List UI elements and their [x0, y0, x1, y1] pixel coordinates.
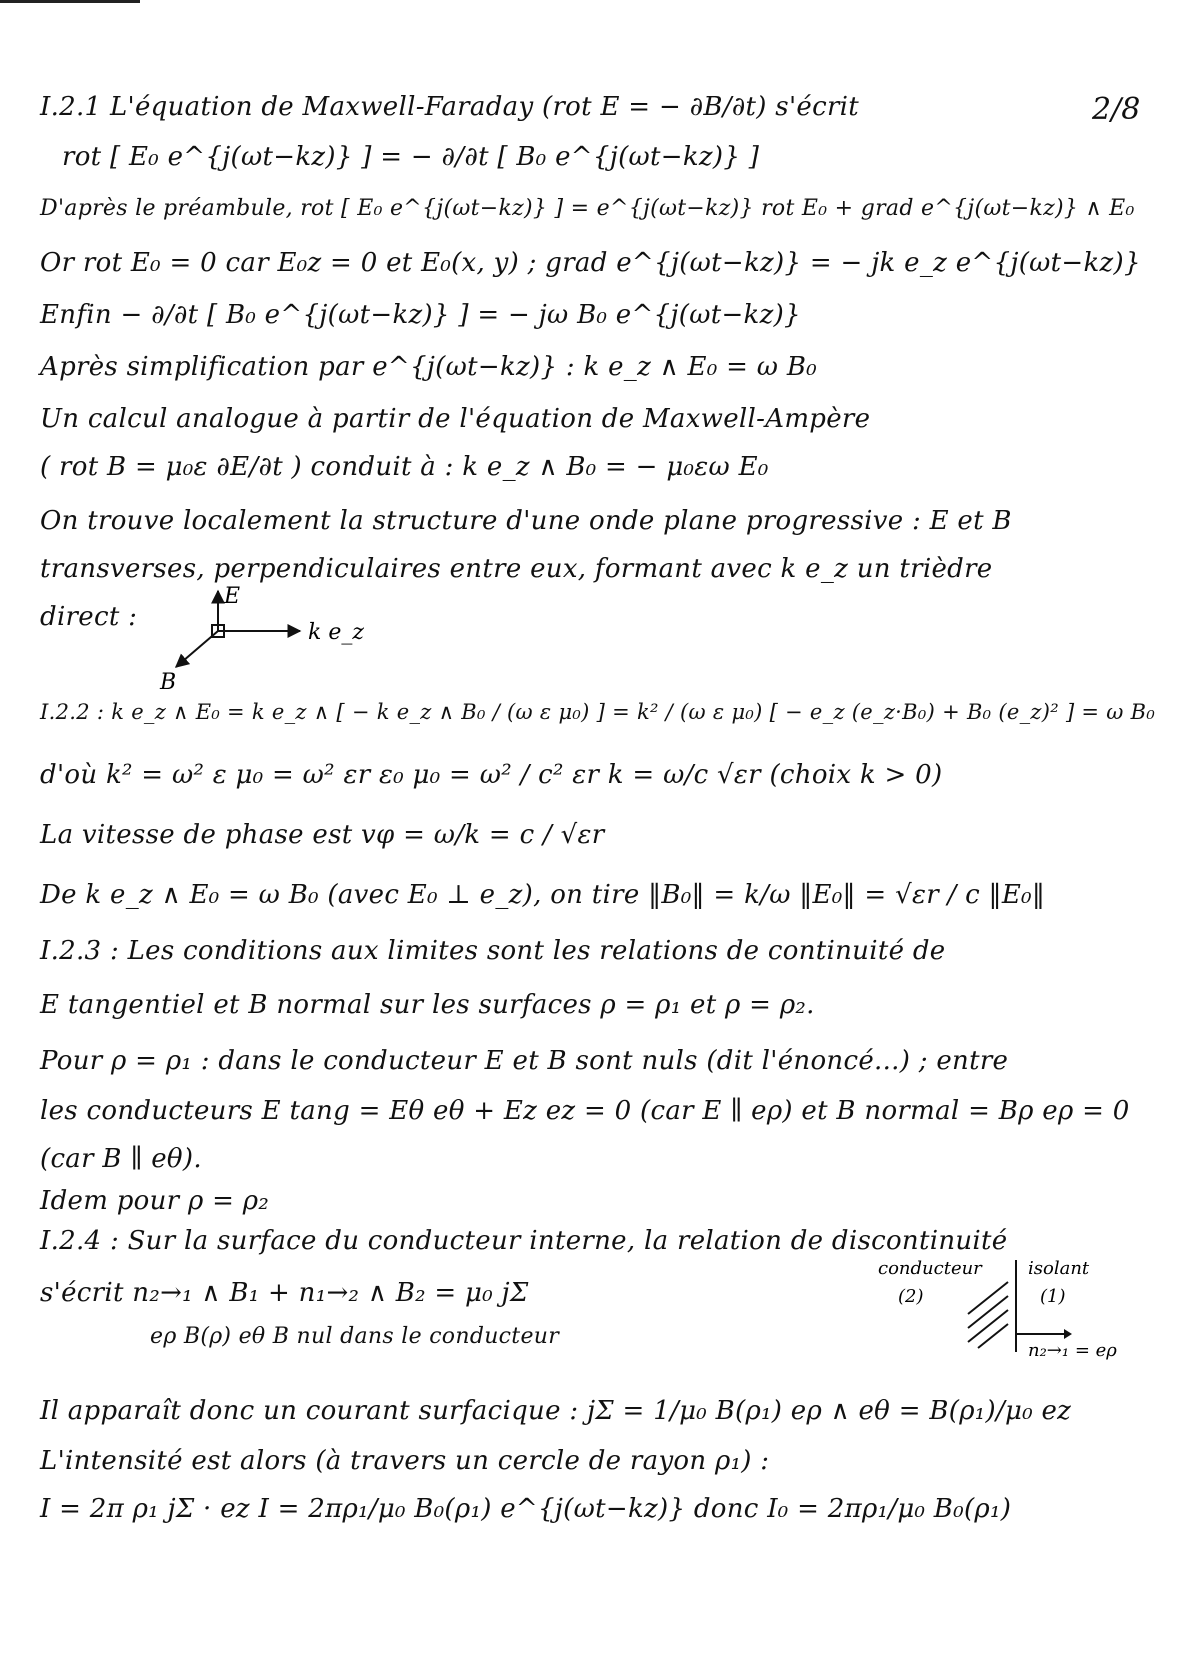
text-line: (car B ∥ eθ). — [40, 1144, 202, 1174]
text-line: d'où k² = ω² ε μ₀ = ω² εr ε₀ μ₀ = ω² / c² εr k = ω/c √εr (choix k > 0) — [40, 760, 943, 790]
k-axis-label: k e_z — [308, 620, 364, 645]
text-line: I.2.4 : Sur la surface du conducteur interne, la relation de discontinuité — [40, 1226, 1008, 1256]
text-line: De k e_z ∧ E₀ = ω B₀ (avec E₀ ⊥ e_z), on tire ‖B₀‖ = k/ω ‖E₀‖ = √εr / c ‖E₀‖ — [40, 880, 1046, 910]
text-line: D'après le préambule, rot [ E₀ e^{j(ωt−kz)} ] = e^{j(ωt−kz)} rot E₀ + grad e^{j(ωt−kz)} ∧ E₀ — [40, 196, 1135, 221]
text-line: les conducteurs E tang = Eθ eθ + Ez ez = 0 (car E ∥ eρ) et B normal = Bρ eρ = 0 — [40, 1096, 1130, 1126]
insulator-label: isolant — [1028, 1258, 1090, 1279]
text-line: transverses, perpendiculaires entre eux, formant avec k e_z un trièdre — [40, 554, 993, 584]
conductor-index: (2) — [898, 1286, 924, 1307]
e-axis-label: E — [224, 585, 241, 609]
conductor-label: conducteur — [878, 1258, 982, 1279]
text-line: I = 2π ρ₁ jΣ · ez I = 2πρ₁/μ₀ B₀(ρ₁) e^{j(ωt−kz)} donc I₀ = 2πρ₁/μ₀ B₀(ρ₁) — [40, 1494, 1012, 1524]
text-line: La vitesse de phase est vφ = ω/k = c / √εr — [40, 820, 605, 850]
normal-arrowhead — [1064, 1329, 1072, 1339]
text-line: I.2.2 : k e_z ∧ E₀ = k e_z ∧ [ − k e_z ∧ B₀ / (ω ε μ₀) ] = k² / (ω ε μ₀) [ − e_z (e_z·B₀) + B₀ (e_z)² ] = ω B₀ — [40, 700, 1156, 724]
text-line: rot [ E₀ e^{j(ωt−kz)} ] = − ∂/∂t [ B₀ e^{j(ωt−kz)} ] — [62, 142, 760, 172]
text-line: On trouve localement la structure d'une onde plane progressive : E et B — [40, 506, 1012, 536]
text-line: Après simplification par e^{j(ωt−kz)} : k e_z ∧ E₀ = ω B₀ — [40, 352, 817, 382]
text-line: Or rot E₀ = 0 car E₀z = 0 et E₀(x, y) ; grad e^{j(ωt−kz)} = − jk e_z e^{j(ωt−kz)} — [40, 248, 1141, 278]
text-line: Il apparaît donc un courant surfacique : jΣ = 1/μ₀ B(ρ₁) eρ ∧ eθ = B(ρ₁)/μ₀ ez — [40, 1396, 1072, 1426]
interface-inset — [868, 1252, 1138, 1362]
normal-label: n₂→₁ = eρ — [1028, 1340, 1117, 1361]
text-line: I.2.3 : Les conditions aux limites sont les relations de continuité de — [40, 936, 946, 966]
text-line: s'écrit n₂→₁ ∧ B₁ + n₁→₂ ∧ B₂ = μ₀ jΣ — [40, 1278, 529, 1308]
text-line: Pour ρ = ρ₁ : dans le conducteur E et B sont nuls (dit l'énoncé...) ; entre — [40, 1046, 1009, 1076]
top-rule — [0, 0, 140, 3]
text-line: E tangentiel et B normal sur les surfaces ρ = ρ₁ et ρ = ρ₂. — [40, 990, 815, 1020]
b-axis-label: B — [160, 670, 177, 695]
text-line: Un calcul analogue à partir de l'équation de Maxwell-Ampère — [40, 404, 871, 434]
text-line: ( rot B = μ₀ε ∂E/∂t ) conduit à : k e_z ∧ B₀ = − μ₀εω E₀ — [40, 452, 769, 482]
text-line: eρ B(ρ) eθ B nul dans le conducteur — [150, 1324, 560, 1349]
text-line: L'intensité est alors (à travers un cercle de rayon ρ₁) : — [40, 1446, 770, 1476]
text-line: I.2.1 L'équation de Maxwell-Faraday (rot E = − ∂B/∂t) s'écrit — [40, 92, 860, 122]
conductor-hatching — [968, 1282, 1008, 1348]
b-axis-arrow — [176, 631, 218, 667]
triedre-diagram — [150, 585, 390, 695]
page-number: 2/8 — [1092, 92, 1141, 127]
text-line: Enfin − ∂/∂t [ B₀ e^{j(ωt−kz)} ] = − jω B₀ e^{j(ωt−kz)} — [40, 300, 801, 330]
text-line: direct : — [40, 602, 138, 632]
insulator-index: (1) — [1040, 1286, 1066, 1307]
text-line: Idem pour ρ = ρ₂ — [40, 1186, 270, 1216]
